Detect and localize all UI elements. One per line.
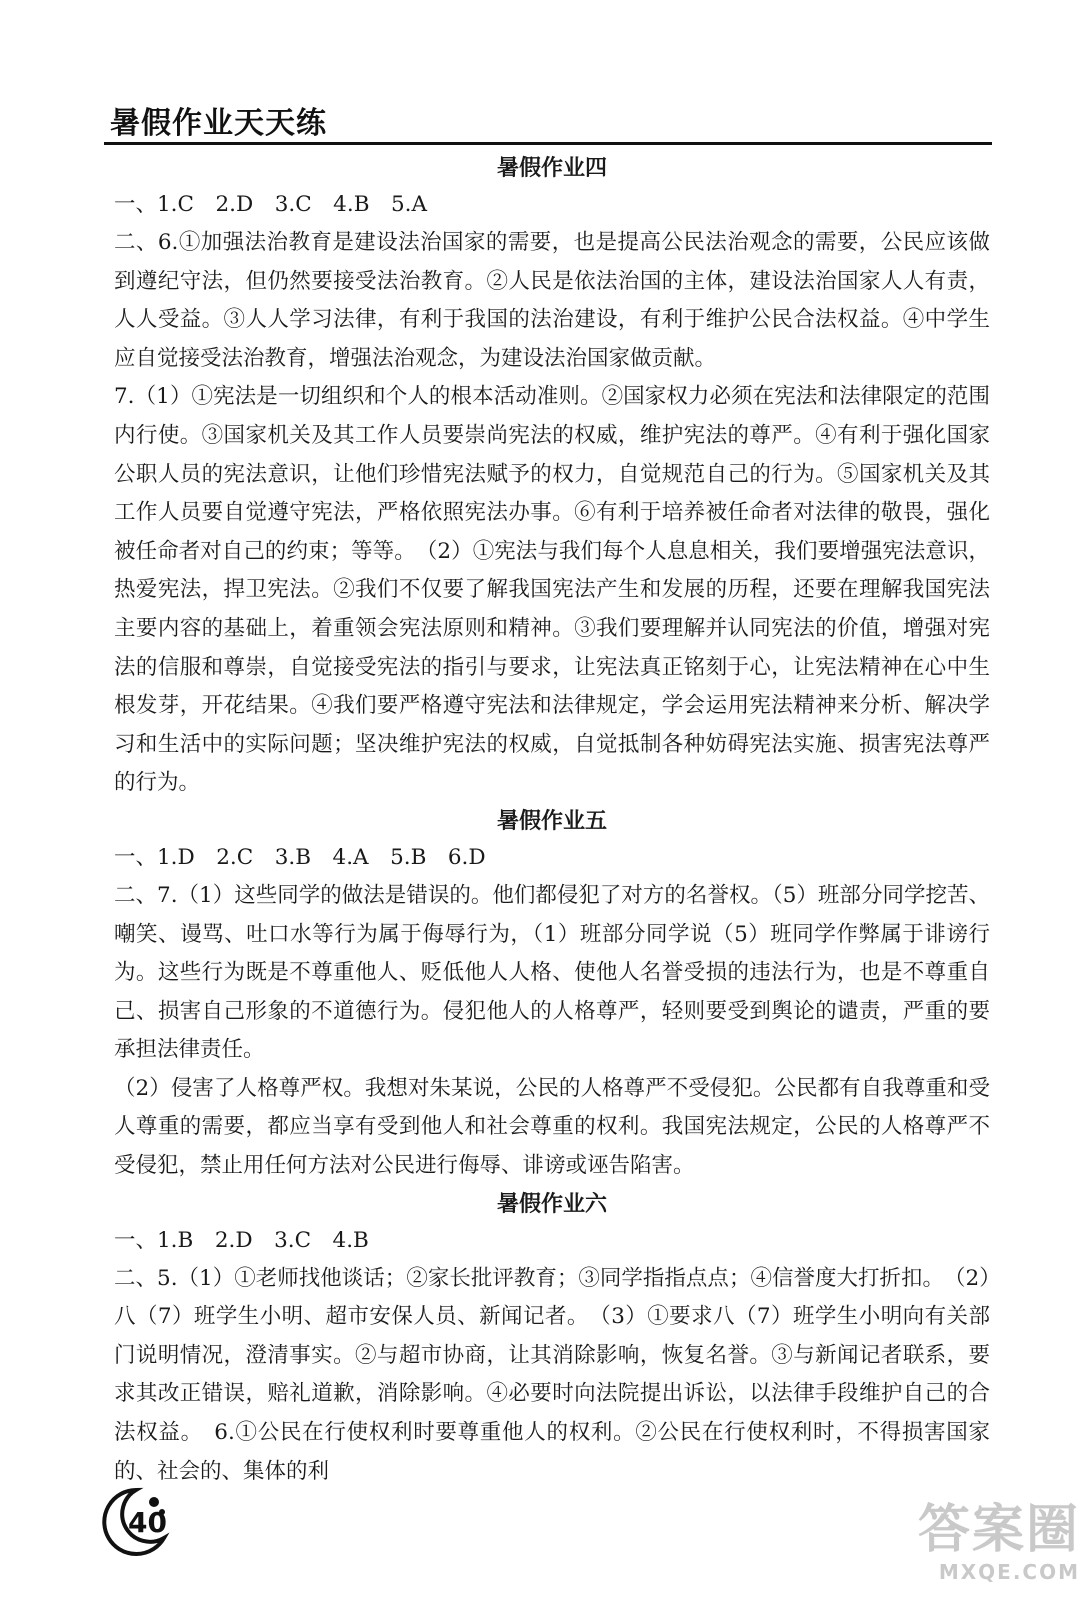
header-rule bbox=[104, 142, 992, 145]
watermark-text: 答案圈 bbox=[917, 1500, 1080, 1560]
multiple-choice-answers: 一、1.C 2.D 3.C 4.B 5.A bbox=[114, 192, 428, 217]
section-homework-4 bbox=[114, 154, 990, 803]
page-number: 40 bbox=[128, 1506, 167, 1539]
answer-paragraph: 7.（1）①宪法是一切组织和个人的根本活动准则。②国家权力必须在宪法和法律限定的范围内行使。③国家机关及其工作人员要崇尚宪法的权威，维护宪法的尊严。④有利于强化国家公职人员的宪法意识，让他们珍惜宪法赋予的权力，自觉规范自己的行为。⑤国家机关及其工作人员要自觉遵守宪法，严格依照宪法办事。⑥有利于培养被任命者对法律的敬畏，强化被任命者对自己的约束；等等。 （2）①宪法与我们每个人息息相关，我们要增强宪法意识，热爱宪法，捍卫宪法。②我们不仅要了解我国宪法产生和发展的历程，还要在理解我国宪法主要内容的基础上，着重领会宪法原则和精神。③我们要理解并认同宪法的价值，增强对宪法的信服和尊崇，自觉接受宪法的指引与要求，让宪法真正铭刻于心，让宪法精神在心中生根发芽，开花结果。④我们要严格遵守宪法和法律规定，学会运用宪法精神来分析、解决学习和生活中的实际问题；坚决维护宪法的权威，自觉抵制各种妨碍宪法实施、损害宪法尊严的行为。 bbox=[114, 384, 990, 796]
watermark-logo bbox=[880, 1500, 1080, 1590]
section-title: 暑假作业六 bbox=[496, 1191, 607, 1217]
section-title: 暑假作业五 bbox=[496, 808, 607, 834]
answer-paragraph: 二、7.（1）这些同学的做法是错误的。他们都侵犯了对方的名誉权。（5）班部分同学挖苦、嘲笑、谩骂、吐口水等行为属于侮辱行为，（1）班部分同学说（5）班同学作弊属于诽谤行为。这些行为既是不尊重他人、贬低他人人格、使他人名誉受损的违法行为，也是不尊重自己、损害自己形象的不道德行为。侵犯他人的人格尊严，轻则要受到舆论的谴责，严重的要承担法律责任。 bbox=[114, 882, 990, 1063]
answer-paragraph: 二、5.（1）①老师找他谈话；②家长批评教育；③同学指指点点；④信誉度大打折扣。 （2）八（7）班学生小明、超市安保人员、新闻记者。 （3）①要求八（7）班学生小明向有关部门说明情况，澄清事实。②与超市协商，让其消除影响，恢复名誉。③与新闻记者联系，要求其改正错误，赔礼道歉，消除影响。④必要时向法院提出诉讼，以法律手段维护自己的合法权益。 6.①公民在行使权利时要尊重他人的权利。②公民在行使权利时，不得损害国家的、社会的、集体的利 bbox=[114, 1265, 990, 1484]
multiple-choice-answers: 一、1.D 2.C 3.B 4.A 5.B 6.D bbox=[114, 844, 486, 870]
answer-content bbox=[114, 150, 990, 1491]
answer-paragraph: （2）侵害了人格尊严权。我想对朱某说，公民的人格尊严不受侵犯。公民都有自我尊重和受人尊重的需要，都应当享有受到他人和社会尊重的权利。我国宪法规定，公民的人格尊严不受侵犯，禁止用任何方法对公民进行侮辱、诽谤或诬告陷害。 bbox=[114, 1075, 990, 1179]
section-homework-5 bbox=[114, 807, 990, 1186]
watermark-url: MXQE.COM bbox=[938, 1560, 1080, 1584]
multiple-choice-answers: 一、1.B 2.D 3.C 4.B bbox=[114, 1227, 369, 1253]
page-header-title: 暑假作业天天练 bbox=[110, 106, 327, 141]
section-title: 暑假作业四 bbox=[496, 156, 607, 181]
section-homework-6 bbox=[114, 1190, 990, 1492]
answer-paragraph: 二、6.①加强法治教育是建设法治国家的需要，也是提高公民法治观念的需要，公民应该做到遵纪守法，但仍然要接受法治教育。②人民是依法治国的主体，建设法治国家人人有责，人人受益。③人人学习法律，有利于我国的法治建设，有利于维护公民合法权益。④中学生应自觉接受法治教育，增强法治观念，为建设法治国家做贡献。 bbox=[114, 230, 990, 371]
